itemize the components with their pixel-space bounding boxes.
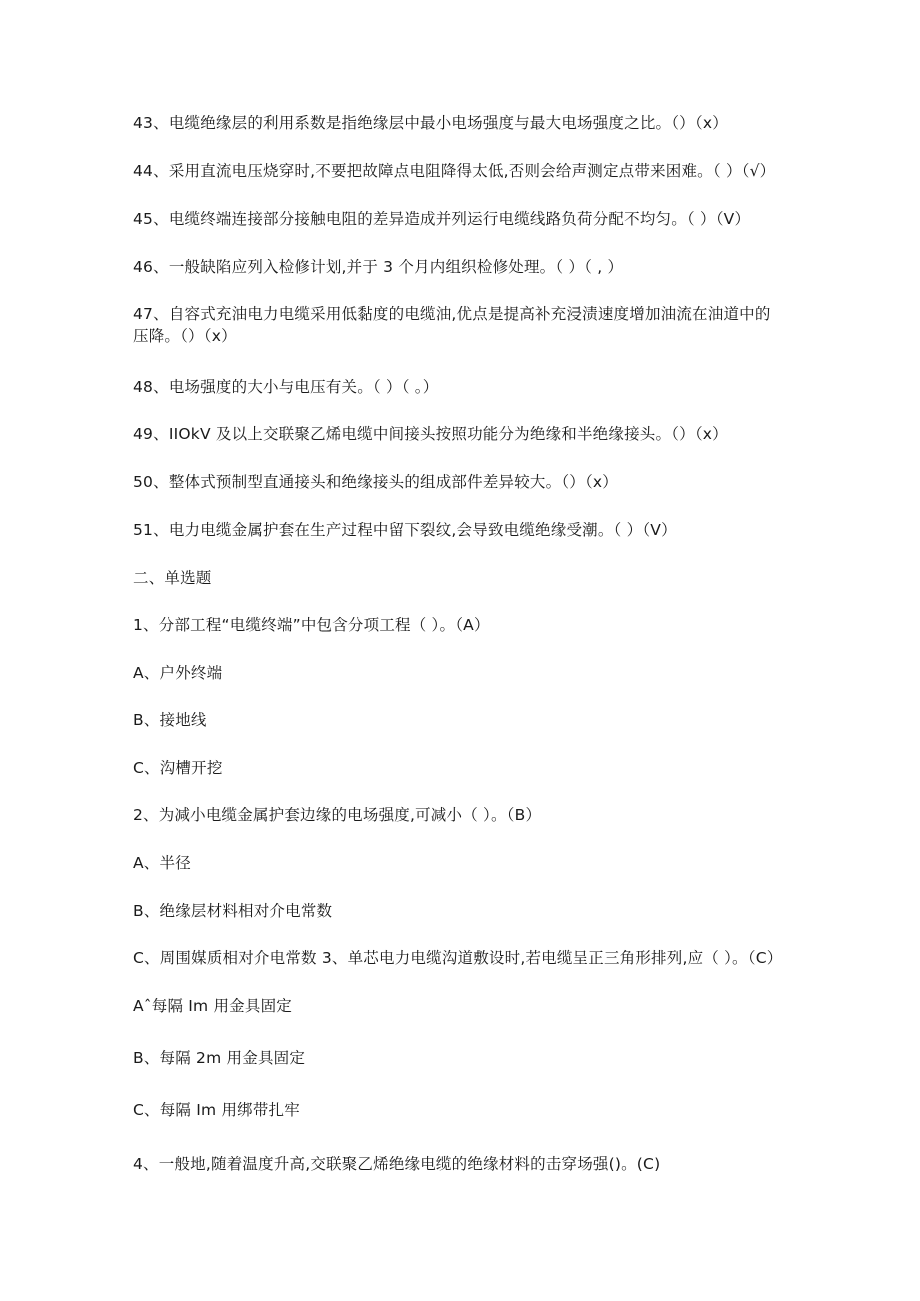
option-1b: B、接地线 xyxy=(133,711,207,729)
question-46: 46、一般缺陷应列入检修计划,并于 3 个月内组织检修处理。（ ）（ , ） xyxy=(133,258,624,276)
option-2c-and-question-3: C、周围媒质相对介电常数 3、单芯电力电缆沟道敷设时,若电缆呈正三角形排列,应（ ）。（C） xyxy=(133,949,783,967)
question-44: 44、采用直流电压烧穿时,不要把故障点电阻降得太低,否则会给声测定点带来困难。（ ）（√） xyxy=(133,162,776,180)
option-3a: Aˆ每隔 Im 用金具固定 xyxy=(133,997,292,1015)
question-45: 45、电缆终端连接部分接触电阻的差异造成并列运行电缆线路负荷分配不均匀。（ ）（V） xyxy=(133,210,751,228)
option-2b: B、绝缘层材料相对介电常数 xyxy=(133,902,333,920)
question-49: 49、IIOkV 及以上交联聚乙烯电缆中间接头按照功能分为绝缘和半绝缘接头。（）（x） xyxy=(133,425,728,443)
question-50: 50、整体式预制型直通接头和绝缘接头的组成部件差异较大。（）（x） xyxy=(133,473,618,491)
option-1c: C、沟槽开挖 xyxy=(133,759,223,777)
option-3b: B、每隔 2m 用金具固定 xyxy=(133,1049,306,1067)
section-heading-single-choice: 二、单选题 xyxy=(133,569,212,587)
question-51: 51、电力电缆金属护套在生产过程中留下裂纹,会导致电缆绝缘受潮。（ ）（V） xyxy=(133,521,677,539)
single-choice-question-1: 1、分部工程“电缆终端”中包含分项工程（ ）。（A） xyxy=(133,616,490,634)
option-1a: A、户外终端 xyxy=(133,664,223,682)
question-48: 48、电场强度的大小与电压有关。（ ）（ 。） xyxy=(133,378,439,396)
question-43: 43、电缆绝缘层的利用系数是指绝缘层中最小电场强度与最大电场强度之比。（）（x） xyxy=(133,114,728,132)
single-choice-question-2: 2、为减小电缆金属护套边缘的电场强度,可减小（ ）。（B） xyxy=(133,806,542,824)
question-47: 47、自容式充油电力电缆采用低黏度的电缆油,优点是提高补充浸渍速度增加油流在油道中的压降。（）（x） xyxy=(133,305,771,345)
single-choice-question-4: 4、一般地,随着温度升高,交联聚乙烯绝缘电缆的绝缘材料的击穿场强()。(C) xyxy=(133,1155,661,1173)
option-2a: A、半径 xyxy=(133,854,191,872)
option-3c: C、每隔 Im 用绑带扎牢 xyxy=(133,1101,300,1119)
